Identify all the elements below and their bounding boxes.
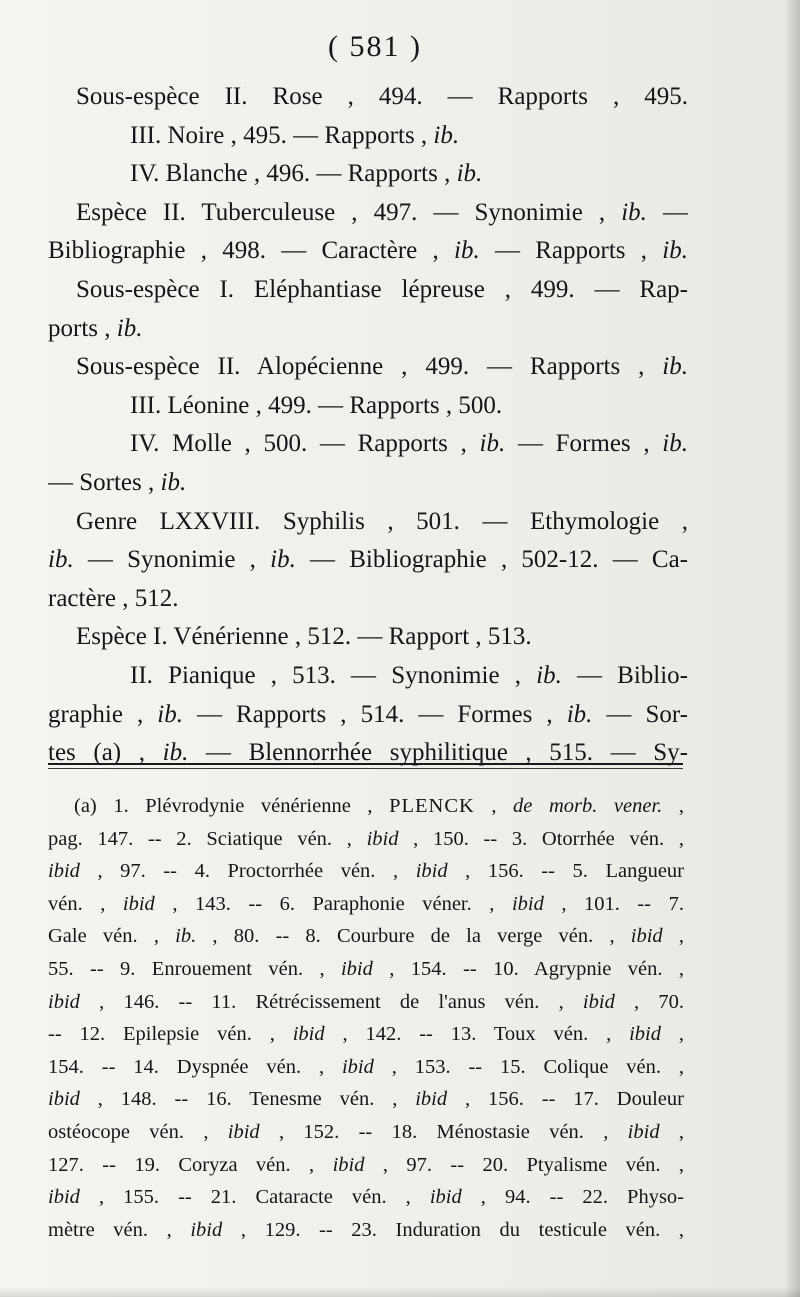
page-bottom-shadow [0, 1287, 800, 1297]
footnote-line: ibid , 97. -- 4. Proctorrhée vén. , ibid , 156. -- 5. Langueur [48, 860, 684, 883]
index-line: ractère , 512. [48, 584, 179, 612]
index-line: Espèce II. Tuberculeuse , 497. — Synonimie , ib. — [76, 198, 688, 226]
index-line: ports , ib. [48, 314, 143, 342]
index-line: II. Pianique , 513. — Synonimie , ib. — Biblio- [130, 661, 688, 689]
footnote-line: 55. -- 9. Enrouement vén. , ibid , 154. -- 10. Agrypnie vén. , [48, 957, 684, 980]
index-line: IV. Blanche , 496. — Rapports , ib. [130, 160, 483, 188]
page-number: ( 581 ) [328, 30, 422, 63]
index-line: III. Léonine , 499. — Rapports , 500. [130, 391, 503, 419]
footnote-line: 154. -- 14. Dyspnée vén. , ibid , 153. -- 15. Colique vén. , [48, 1055, 684, 1078]
index-line: IV. Molle , 500. — Rapports , ib. — Formes , ib. [130, 430, 688, 458]
footnote-line: Gale vén. , ib. , 80. -- 8. Courbure de la verge vén. , ibid , [48, 925, 684, 948]
footnote-separator [48, 763, 683, 765]
footnote-line: vén. , ibid , 143. -- 6. Paraphonie véner. , ibid , 101. -- 7. [48, 892, 684, 915]
footnote-line: ostéocope vén. , ibid , 152. -- 18. Ménostasie vén. , ibid , [48, 1120, 684, 1143]
index-line: tes (a) , ib. — Blennorrhée syphilitique , 515. — Sy- [48, 739, 688, 767]
footnote-separator-thin [48, 768, 683, 769]
index-line: Sous-espèce I. Eléphantiase lépreuse , 499. — Rap- [76, 275, 688, 303]
index-line: Espèce I. Vénérienne , 512. — Rapport , 513. [76, 623, 532, 651]
page-edge-shadow [784, 0, 800, 1297]
footnote-line: ibid , 148. -- 16. Tenesme vén. , ibid , 156. -- 17. Douleur [48, 1088, 684, 1111]
index-line: Sous-espèce II. Alopécienne , 499. — Rapports , ib. [76, 353, 688, 381]
index-line: — Sortes , ib. [48, 468, 187, 496]
footnote-line: 127. -- 19. Coryza vén. , ibid , 97. -- 20. Ptyalisme vén. , [48, 1153, 684, 1176]
footnote-line: ibid , 155. -- 21. Cataracte vén. , ibid , 94. -- 22. Physo- [48, 1186, 684, 1209]
footnote-line: mètre vén. , ibid , 129. -- 23. Induration du testicule vén. , [48, 1218, 684, 1241]
index-line: III. Noire , 495. — Rapports , ib. [130, 121, 460, 149]
footnote-line: (a) 1. Plévrodynie vénérienne , PLENCK , de morb. vener. , [74, 795, 684, 817]
index-line: graphie , ib. — Rapports , 514. — Formes , ib. — Sor- [48, 700, 688, 728]
footnote-line: pag. 147. -- 2. Sciatique vén. , ibid , 150. -- 3. Otorrhée vén. , [48, 827, 684, 850]
index-line: Bibliographie , 498. — Caractère , ib. — Rapports , ib. [48, 237, 688, 265]
index-entries [48, 78, 688, 773]
index-line: Sous-espèce II. Rose , 494. — Rapports , 495. [76, 83, 688, 110]
footnote-line: ibid , 146. -- 11. Rétrécissement de l'anus vén. , ibid , 70. [48, 990, 684, 1013]
index-line: Genre LXXVIII. Syphilis , 501. — Ethymologie , [76, 507, 688, 535]
footnote-line: -- 12. Epilepsie vén. , ibid , 142. -- 13. Toux vén. , ibid , [48, 1023, 684, 1046]
footnote-block [48, 790, 684, 1246]
index-line: ib. — Synonimie , ib. — Bibliographie , 502-12. — Ca- [48, 546, 688, 574]
